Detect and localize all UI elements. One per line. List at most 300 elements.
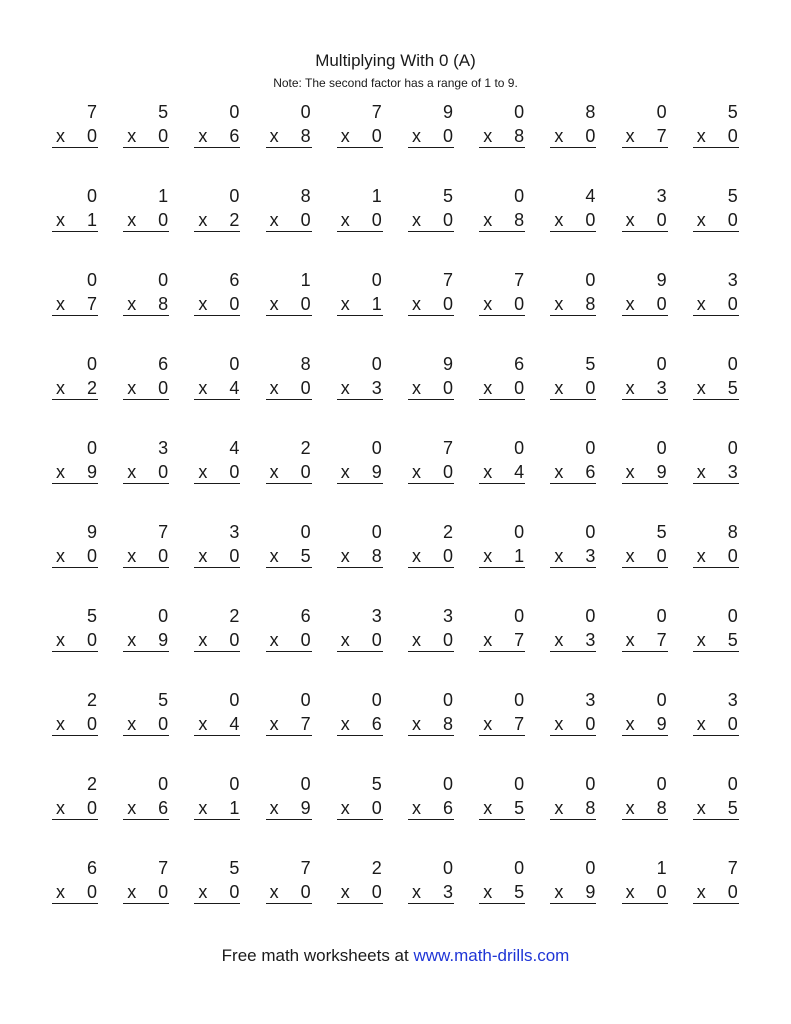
- first-factor: 3: [229, 522, 240, 542]
- multiply-operator: x: [483, 630, 493, 650]
- second-factor-line: [550, 125, 596, 148]
- first-factor: 6: [300, 606, 311, 626]
- second-factor: 8: [585, 294, 596, 314]
- first-factor: 6: [158, 354, 169, 374]
- first-factor: 7: [371, 102, 382, 122]
- second-factor: 0: [727, 294, 738, 314]
- second-factor-line: [550, 797, 596, 820]
- second-factor-line: [479, 293, 525, 316]
- first-factor: 8: [727, 522, 738, 542]
- multiply-operator: x: [56, 210, 65, 230]
- second-factor: 0: [656, 294, 667, 314]
- second-factor: 7: [514, 714, 525, 734]
- second-factor-line: [622, 797, 668, 820]
- first-factor: 3: [585, 690, 596, 710]
- multiply-operator: x: [127, 294, 137, 314]
- first-factor: 0: [514, 858, 525, 878]
- first-factor: 3: [442, 606, 453, 626]
- first-factor: 0: [229, 354, 240, 374]
- second-factor: 2: [86, 378, 97, 398]
- second-factor: 6: [371, 714, 382, 734]
- second-factor-line: [693, 293, 739, 316]
- second-factor-line: [693, 713, 739, 736]
- second-factor-line: [479, 713, 525, 736]
- second-factor-line: [693, 545, 739, 568]
- multiply-operator: x: [696, 882, 706, 902]
- second-factor: 9: [656, 714, 667, 734]
- problem-row: [52, 268, 740, 352]
- worksheet-title: Multiplying With 0 (A): [315, 51, 476, 70]
- problem-row: [52, 436, 740, 520]
- second-factor: 0: [86, 882, 97, 902]
- second-factor-line: [266, 629, 312, 652]
- second-factor-line: [550, 881, 596, 904]
- first-factor: 0: [514, 102, 525, 122]
- first-factor: 2: [229, 606, 240, 626]
- second-factor-line: [266, 713, 312, 736]
- second-factor: 0: [727, 882, 738, 902]
- first-factor: 0: [514, 774, 525, 794]
- first-factor: 3: [371, 606, 382, 626]
- second-factor: 7: [514, 630, 525, 650]
- multiply-operator: x: [483, 882, 493, 902]
- first-factor: 0: [727, 354, 738, 374]
- multiply-operator: x: [127, 462, 137, 482]
- multiply-operator: x: [554, 210, 564, 230]
- second-factor-line: [408, 209, 454, 232]
- first-factor: 6: [514, 354, 525, 374]
- footer-link[interactable]: www.math-drills.com: [413, 946, 570, 965]
- second-factor: 0: [158, 546, 169, 566]
- multiply-operator: x: [412, 378, 421, 398]
- second-factor: 7: [656, 630, 667, 650]
- second-factor-line: [479, 461, 525, 484]
- second-factor-line: [408, 461, 454, 484]
- second-factor: 0: [442, 630, 453, 650]
- second-factor-line: [408, 125, 454, 148]
- second-factor-line: [479, 797, 525, 820]
- first-factor: 0: [86, 186, 97, 206]
- second-factor-line: [479, 377, 525, 400]
- second-factor-line: [337, 461, 383, 484]
- second-factor-line: [550, 713, 596, 736]
- second-factor-line: [337, 629, 383, 652]
- multiply-operator: x: [554, 630, 564, 650]
- first-factor: 0: [514, 606, 525, 626]
- first-factor: 0: [229, 186, 240, 206]
- multiply-operator: x: [412, 882, 421, 902]
- second-factor-line: [693, 461, 739, 484]
- second-factor: 0: [158, 462, 169, 482]
- second-factor: 0: [371, 798, 382, 818]
- second-factor-line: [123, 881, 169, 904]
- first-factor: 0: [585, 522, 596, 542]
- multiply-operator: x: [483, 378, 493, 398]
- second-factor: 5: [727, 630, 738, 650]
- first-factor: 0: [514, 438, 525, 458]
- first-factor: 0: [300, 522, 311, 542]
- second-factor-line: [52, 545, 98, 568]
- multiply-operator: x: [696, 378, 706, 398]
- second-factor: 9: [585, 882, 596, 902]
- second-factor: 0: [442, 462, 453, 482]
- multiply-operator: x: [625, 546, 635, 566]
- first-factor: 4: [229, 438, 240, 458]
- first-factor: 0: [371, 690, 382, 710]
- second-factor-line: [408, 797, 454, 820]
- multiply-operator: x: [412, 630, 421, 650]
- second-factor-line: [194, 125, 240, 148]
- second-factor: 0: [656, 210, 667, 230]
- first-factor: 7: [158, 858, 169, 878]
- multiply-operator: x: [198, 126, 208, 146]
- second-factor-line: [550, 293, 596, 316]
- multiply-operator: x: [56, 714, 65, 734]
- first-factor: 0: [158, 270, 169, 290]
- second-factor: 7: [300, 714, 311, 734]
- second-factor-line: [52, 629, 98, 652]
- multiply-operator: x: [412, 210, 421, 230]
- worksheet-note: Note: The second factor has a range of 1 to 9.: [273, 76, 518, 90]
- second-factor: 8: [442, 714, 453, 734]
- multiply-operator: x: [269, 630, 279, 650]
- second-factor-line: [194, 881, 240, 904]
- multiply-operator: x: [554, 546, 564, 566]
- first-factor: 9: [442, 102, 453, 122]
- second-factor-line: [194, 713, 240, 736]
- first-factor: 0: [371, 522, 382, 542]
- second-factor: 1: [86, 210, 97, 230]
- first-factor: 0: [656, 102, 667, 122]
- multiply-operator: x: [56, 378, 65, 398]
- second-factor-line: [693, 881, 739, 904]
- multiply-operator: x: [198, 882, 208, 902]
- first-factor: 0: [656, 606, 667, 626]
- second-factor-line: [123, 377, 169, 400]
- first-factor: 6: [86, 858, 97, 878]
- second-factor: 9: [371, 462, 382, 482]
- second-factor-line: [337, 293, 383, 316]
- second-factor: 6: [442, 798, 453, 818]
- second-factor-line: [52, 377, 98, 400]
- second-factor: 3: [585, 546, 596, 566]
- first-factor: 5: [158, 102, 169, 122]
- second-factor-line: [337, 545, 383, 568]
- first-factor: 0: [300, 774, 311, 794]
- first-factor: 0: [442, 774, 453, 794]
- first-factor: 0: [514, 522, 525, 542]
- first-factor: 0: [585, 270, 596, 290]
- first-factor: 7: [442, 270, 453, 290]
- second-factor: 0: [727, 546, 738, 566]
- problem-row: [52, 100, 740, 184]
- second-factor: 5: [727, 798, 738, 818]
- second-factor-line: [622, 377, 668, 400]
- multiply-operator: x: [412, 126, 421, 146]
- second-factor: 5: [300, 546, 311, 566]
- multiply-operator: x: [269, 126, 279, 146]
- first-factor: 3: [727, 690, 738, 710]
- second-factor-line: [266, 209, 312, 232]
- second-factor-line: [123, 545, 169, 568]
- multiply-operator: x: [483, 210, 493, 230]
- second-factor: 6: [585, 462, 596, 482]
- multiply-operator: x: [625, 714, 635, 734]
- multiply-operator: x: [554, 378, 564, 398]
- second-factor: 0: [442, 126, 453, 146]
- multiply-operator: x: [696, 798, 706, 818]
- second-factor-line: [266, 125, 312, 148]
- second-factor-line: [550, 629, 596, 652]
- first-factor: 9: [656, 270, 667, 290]
- first-factor: 0: [371, 438, 382, 458]
- first-factor: 0: [371, 354, 382, 374]
- second-factor-line: [622, 125, 668, 148]
- second-factor-line: [479, 881, 525, 904]
- second-factor-line: [337, 881, 383, 904]
- second-factor-line: [123, 461, 169, 484]
- first-factor: 0: [371, 270, 382, 290]
- second-factor: 3: [442, 882, 453, 902]
- first-factor: 8: [300, 354, 311, 374]
- second-factor-line: [123, 713, 169, 736]
- second-factor: 1: [371, 294, 382, 314]
- first-factor: 3: [158, 438, 169, 458]
- second-factor: 3: [656, 378, 667, 398]
- second-factor: 3: [585, 630, 596, 650]
- second-factor-line: [550, 461, 596, 484]
- multiply-operator: x: [56, 546, 65, 566]
- multiply-operator: x: [340, 630, 350, 650]
- multiply-operator: x: [625, 462, 635, 482]
- second-factor: 0: [442, 546, 453, 566]
- multiply-operator: x: [340, 714, 350, 734]
- second-factor: 5: [514, 882, 525, 902]
- multiply-operator: x: [340, 798, 350, 818]
- second-factor: 0: [158, 378, 169, 398]
- multiply-operator: x: [340, 546, 350, 566]
- first-factor: 1: [158, 186, 169, 206]
- second-factor-line: [194, 461, 240, 484]
- multiply-operator: x: [625, 882, 635, 902]
- second-factor-line: [622, 293, 668, 316]
- footer-text: Free math worksheets at: [221, 946, 414, 965]
- first-factor: 0: [656, 690, 667, 710]
- second-factor: 0: [514, 378, 525, 398]
- multiply-operator: x: [127, 378, 137, 398]
- problem-row: [52, 688, 740, 772]
- first-factor: 9: [442, 354, 453, 374]
- second-factor-line: [52, 209, 98, 232]
- first-factor: 0: [86, 354, 97, 374]
- problem-row: [52, 184, 740, 268]
- multiply-operator: x: [127, 798, 137, 818]
- second-factor-line: [337, 125, 383, 148]
- second-factor-line: [52, 293, 98, 316]
- first-factor: 7: [300, 858, 311, 878]
- multiply-operator: x: [340, 294, 350, 314]
- multiply-operator: x: [269, 546, 279, 566]
- second-factor: 4: [229, 714, 240, 734]
- second-factor: 0: [727, 126, 738, 146]
- multiply-operator: x: [625, 630, 635, 650]
- multiply-operator: x: [340, 462, 350, 482]
- first-factor: 7: [158, 522, 169, 542]
- second-factor: 0: [158, 714, 169, 734]
- second-factor-line: [52, 797, 98, 820]
- multiply-operator: x: [198, 546, 208, 566]
- multiply-operator: x: [696, 714, 706, 734]
- second-factor: 0: [86, 714, 97, 734]
- first-factor: 5: [158, 690, 169, 710]
- second-factor-line: [52, 881, 98, 904]
- multiply-operator: x: [483, 714, 493, 734]
- second-factor-line: [408, 629, 454, 652]
- second-factor: 2: [229, 210, 240, 230]
- second-factor: 5: [727, 378, 738, 398]
- multiply-operator: x: [127, 126, 137, 146]
- second-factor: 0: [300, 378, 311, 398]
- first-factor: 2: [300, 438, 311, 458]
- first-factor: 0: [585, 858, 596, 878]
- multiply-operator: x: [554, 798, 564, 818]
- second-factor-line: [622, 713, 668, 736]
- second-factor-line: [479, 545, 525, 568]
- multiply-operator: x: [127, 630, 137, 650]
- first-factor: 0: [585, 774, 596, 794]
- second-factor: 1: [229, 798, 240, 818]
- multiply-operator: x: [56, 126, 65, 146]
- second-factor: 0: [371, 882, 382, 902]
- multiply-operator: x: [412, 294, 421, 314]
- second-factor: 0: [585, 210, 596, 230]
- problem-row: [52, 604, 740, 688]
- second-factor-line: [622, 209, 668, 232]
- second-factor-line: [408, 881, 454, 904]
- multiply-operator: x: [56, 798, 65, 818]
- first-factor: 0: [300, 690, 311, 710]
- first-factor: 9: [86, 522, 97, 542]
- first-factor: 8: [300, 186, 311, 206]
- second-factor: 9: [300, 798, 311, 818]
- first-factor: 0: [514, 186, 525, 206]
- multiply-operator: x: [198, 294, 208, 314]
- second-factor: 7: [86, 294, 97, 314]
- second-factor: 5: [514, 798, 525, 818]
- second-factor: 0: [656, 546, 667, 566]
- first-factor: 0: [656, 438, 667, 458]
- first-factor: 2: [86, 774, 97, 794]
- multiply-operator: x: [340, 126, 350, 146]
- multiply-operator: x: [412, 714, 421, 734]
- second-factor: 0: [86, 126, 97, 146]
- second-factor: 8: [158, 294, 169, 314]
- second-factor-line: [622, 629, 668, 652]
- multiply-operator: x: [269, 210, 279, 230]
- second-factor-line: [550, 209, 596, 232]
- multiply-operator: x: [554, 294, 564, 314]
- first-factor: 1: [371, 186, 382, 206]
- second-factor: 0: [86, 798, 97, 818]
- second-factor-line: [123, 629, 169, 652]
- first-factor: 5: [442, 186, 453, 206]
- second-factor-line: [266, 293, 312, 316]
- multiply-operator: x: [625, 210, 635, 230]
- first-factor: 5: [371, 774, 382, 794]
- second-factor-line: [622, 545, 668, 568]
- first-factor: 5: [656, 522, 667, 542]
- second-factor-line: [693, 377, 739, 400]
- first-factor: 1: [656, 858, 667, 878]
- second-factor-line: [123, 293, 169, 316]
- multiply-operator: x: [483, 798, 493, 818]
- multiply-operator: x: [696, 294, 706, 314]
- second-factor: 0: [300, 882, 311, 902]
- second-factor-line: [194, 797, 240, 820]
- multiply-operator: x: [625, 798, 635, 818]
- second-factor-line: [622, 881, 668, 904]
- multiply-operator: x: [340, 882, 350, 902]
- second-factor: 0: [585, 714, 596, 734]
- second-factor: 0: [86, 546, 97, 566]
- second-factor-line: [479, 125, 525, 148]
- multiply-operator: x: [127, 210, 137, 230]
- second-factor-line: [408, 377, 454, 400]
- second-factor: 0: [300, 294, 311, 314]
- multiply-operator: x: [696, 546, 706, 566]
- second-factor: 0: [442, 378, 453, 398]
- second-factor: 9: [656, 462, 667, 482]
- second-factor-line: [194, 209, 240, 232]
- multiply-operator: x: [269, 378, 279, 398]
- second-factor-line: [337, 797, 383, 820]
- second-factor: 0: [229, 630, 240, 650]
- first-factor: 1: [300, 270, 311, 290]
- multiply-operator: x: [198, 630, 208, 650]
- first-factor: 0: [300, 102, 311, 122]
- multiply-operator: x: [554, 882, 564, 902]
- first-factor: 4: [585, 186, 596, 206]
- second-factor: 0: [656, 882, 667, 902]
- first-factor: 0: [514, 690, 525, 710]
- multiply-operator: x: [483, 546, 493, 566]
- first-factor: 0: [727, 438, 738, 458]
- multiply-operator: x: [198, 798, 208, 818]
- first-factor: 5: [727, 102, 738, 122]
- second-factor-line: [408, 545, 454, 568]
- second-factor-line: [266, 377, 312, 400]
- second-factor-line: [550, 545, 596, 568]
- multiply-operator: x: [696, 126, 706, 146]
- multiply-operator: x: [269, 294, 279, 314]
- second-factor: 4: [514, 462, 525, 482]
- second-factor: 0: [229, 882, 240, 902]
- second-factor-line: [550, 377, 596, 400]
- second-factor: 6: [229, 126, 240, 146]
- multiply-operator: x: [340, 378, 350, 398]
- first-factor: 8: [585, 102, 596, 122]
- second-factor: 0: [442, 294, 453, 314]
- second-factor-line: [408, 293, 454, 316]
- second-factor-line: [408, 713, 454, 736]
- second-factor: 1: [514, 546, 525, 566]
- first-factor: 0: [158, 606, 169, 626]
- first-factor: 0: [158, 774, 169, 794]
- first-factor: 5: [86, 606, 97, 626]
- second-factor: 0: [371, 630, 382, 650]
- first-factor: 0: [442, 858, 453, 878]
- multiply-operator: x: [696, 630, 706, 650]
